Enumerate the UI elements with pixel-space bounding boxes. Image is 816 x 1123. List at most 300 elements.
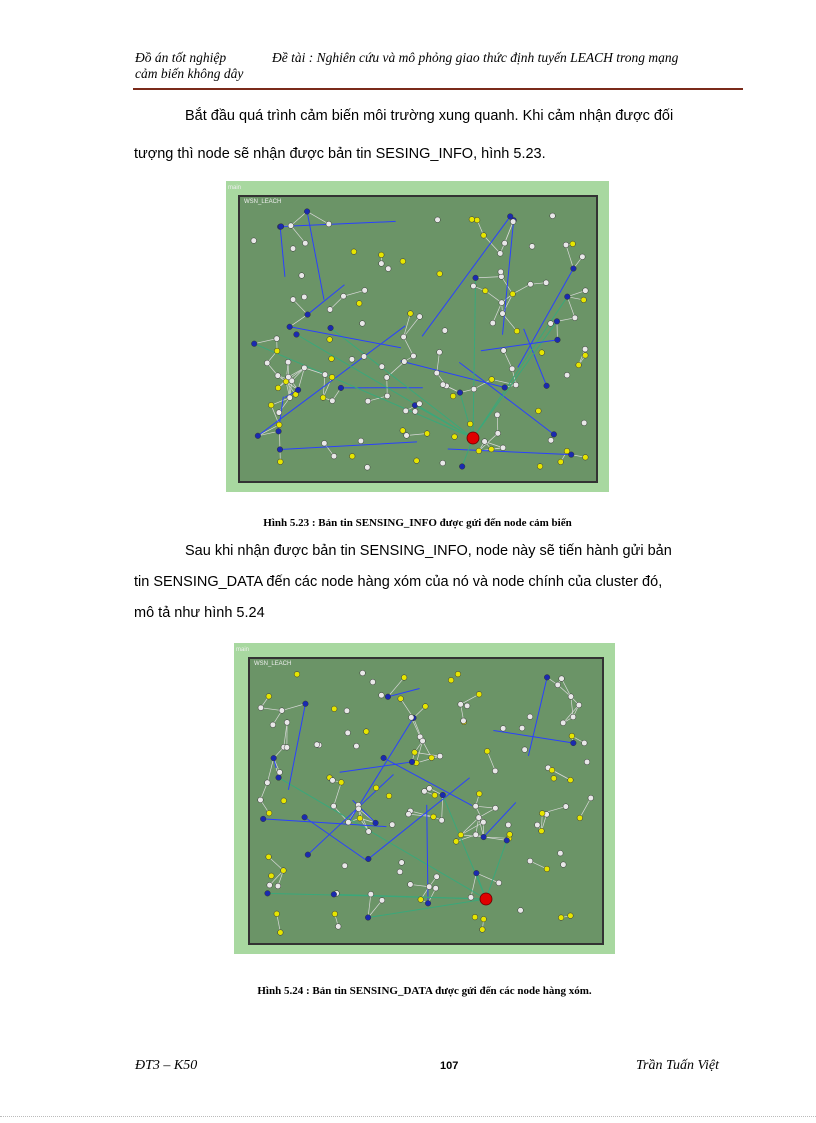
- figure-caption-5-24: Hình 5.24 : Bản tin SENSING_DATA được gửi đến các node hàng xóm.: [257, 985, 592, 997]
- sensor-node-icon: [437, 349, 443, 355]
- sensor-node-icon: [341, 293, 347, 299]
- message-link: [422, 216, 510, 336]
- sensor-node-icon: [452, 434, 458, 440]
- network-link: [291, 211, 307, 225]
- message-link: [486, 840, 507, 899]
- sensor-node-icon: [584, 759, 590, 765]
- sensor-node-icon: [569, 733, 575, 739]
- sensor-node-icon: [276, 422, 282, 428]
- message-link: [368, 778, 469, 859]
- network-link: [267, 758, 273, 783]
- sensor-node-icon: [418, 897, 424, 903]
- network-link: [580, 798, 591, 818]
- sensor-node-icon: [314, 742, 320, 748]
- sensor-node-icon: [279, 708, 285, 714]
- sensor-node-icon: [473, 275, 479, 281]
- message-link: [473, 297, 567, 438]
- network-link: [387, 362, 405, 378]
- network-link: [566, 245, 573, 269]
- sensor-node-icon: [342, 863, 348, 869]
- message-link: [384, 758, 472, 806]
- sensor-node-icon: [285, 359, 291, 365]
- message-link: [263, 819, 386, 827]
- sensor-node-icon: [327, 337, 333, 343]
- network-link: [484, 235, 501, 253]
- sensor-node-icon: [349, 453, 355, 459]
- sensor-node-icon: [435, 217, 441, 223]
- sensor-node-icon: [568, 777, 574, 783]
- sensor-node-icon: [302, 240, 308, 246]
- network-graph: [250, 659, 602, 943]
- sensor-node-icon: [258, 705, 264, 711]
- sensor-node-icon: [365, 398, 371, 404]
- sensor-node-icon: [577, 815, 583, 821]
- sensor-node-icon: [401, 675, 407, 681]
- sensor-node-icon: [571, 266, 577, 272]
- message-link: [401, 361, 505, 387]
- sensor-node-icon: [472, 914, 478, 920]
- sensor-node-icon: [362, 288, 368, 294]
- sensor-node-icon: [522, 747, 528, 753]
- sensor-node-icon: [455, 671, 461, 677]
- sensor-node-icon: [331, 803, 337, 809]
- sensor-node-icon: [281, 868, 287, 874]
- sensor-node-icon: [581, 420, 587, 426]
- sensor-node-icon: [501, 348, 507, 354]
- sensor-node-icon: [429, 755, 435, 761]
- sensor-node-icon: [490, 320, 496, 326]
- sensor-node-icon: [274, 336, 280, 342]
- message-link: [415, 405, 473, 438]
- sensor-node-icon: [572, 315, 578, 321]
- sensor-node-icon: [582, 740, 588, 746]
- sensor-node-icon: [365, 915, 371, 921]
- sensor-node-icon: [560, 720, 566, 726]
- sensor-node-icon: [379, 692, 385, 698]
- sensor-node-icon: [482, 288, 488, 294]
- sensor-node-icon: [358, 438, 364, 444]
- sensor-node-icon: [450, 393, 456, 399]
- sensor-node-icon: [373, 820, 379, 826]
- sensor-node-icon: [251, 238, 257, 244]
- sensor-node-icon: [544, 383, 550, 389]
- sensor-node-icon: [504, 838, 510, 844]
- network-link: [404, 317, 420, 337]
- sensor-node-icon: [431, 814, 437, 820]
- sensor-node-icon: [458, 702, 464, 708]
- sensor-node-icon: [303, 701, 309, 707]
- sensor-node-icon: [417, 314, 423, 320]
- sensor-node-icon: [406, 811, 412, 817]
- sensor-node-icon: [502, 385, 508, 391]
- network-link: [567, 297, 575, 318]
- sensor-node-icon: [275, 385, 281, 391]
- sensor-node-icon: [539, 811, 545, 817]
- sink-node-icon: [467, 432, 479, 444]
- sensor-node-icon: [469, 217, 475, 223]
- sensor-node-icon: [489, 377, 495, 383]
- sensor-node-icon: [500, 726, 506, 732]
- sensor-node-icon: [327, 307, 333, 313]
- sensor-node-icon: [338, 385, 344, 391]
- sensor-node-icon: [509, 366, 515, 372]
- sensor-node-icon: [277, 447, 283, 453]
- network-link: [261, 708, 282, 711]
- sensor-node-icon: [274, 348, 280, 354]
- sensor-node-icon: [440, 460, 446, 466]
- sensor-node-icon: [527, 858, 533, 864]
- sensor-node-icon: [299, 273, 305, 279]
- sensor-node-icon: [384, 375, 390, 381]
- message-link: [473, 278, 476, 438]
- sensor-node-icon: [384, 393, 390, 399]
- sensor-node-icon: [558, 850, 564, 856]
- sensor-node-icon: [302, 814, 308, 820]
- sensor-node-icon: [409, 759, 415, 765]
- sensor-node-icon: [442, 328, 448, 334]
- sensor-node-icon: [281, 798, 287, 804]
- sensor-node-icon: [564, 372, 570, 378]
- sensor-node-icon: [496, 880, 502, 886]
- sensor-node-icon: [270, 722, 276, 728]
- sensor-node-icon: [570, 241, 576, 247]
- sensor-node-icon: [464, 703, 470, 709]
- network-link: [343, 290, 364, 296]
- sensor-node-icon: [558, 915, 564, 921]
- sensor-node-icon: [302, 294, 308, 300]
- sensor-node-icon: [265, 891, 271, 897]
- sensor-node-icon: [330, 398, 336, 404]
- sensor-node-icon: [506, 822, 512, 828]
- sensor-node-icon: [287, 324, 293, 330]
- sensor-node-icon: [570, 714, 576, 720]
- sensor-node-icon: [266, 694, 272, 700]
- sensor-node-icon: [571, 740, 577, 746]
- sensor-node-icon: [502, 240, 508, 246]
- sensor-node-icon: [527, 714, 533, 720]
- sensor-node-icon: [329, 374, 335, 380]
- sensor-node-icon: [424, 431, 430, 437]
- network-link: [471, 873, 476, 897]
- sensor-node-icon: [408, 882, 414, 888]
- sensor-node-icon: [265, 780, 271, 786]
- header-rule: [133, 88, 743, 90]
- sensor-node-icon: [357, 815, 363, 821]
- network-link: [304, 368, 325, 375]
- sensor-node-icon: [379, 252, 385, 258]
- sensor-node-icon: [322, 372, 328, 378]
- sensor-node-icon: [397, 869, 403, 875]
- sensor-node-icon: [559, 676, 565, 682]
- header-left: Đồ án tốt nghiệp: [135, 50, 227, 65]
- sensor-node-icon: [473, 832, 479, 838]
- sensor-node-icon: [529, 244, 535, 250]
- sensor-node-icon: [583, 288, 589, 294]
- sensor-node-icon: [290, 297, 296, 303]
- sensor-node-icon: [278, 224, 284, 230]
- network-link: [476, 277, 502, 278]
- sensor-node-icon: [551, 775, 557, 781]
- sensor-node-icon: [399, 860, 405, 866]
- simulation-field: [248, 657, 604, 945]
- sensor-node-icon: [476, 691, 482, 697]
- sensor-node-icon: [271, 755, 277, 761]
- paragraph-2-line-1: Sau khi nhận được bản tin SENSING_INFO, node này sẽ tiến hành gửi bản: [185, 543, 672, 559]
- sensor-node-icon: [402, 359, 408, 365]
- network-link: [291, 226, 305, 244]
- sensor-node-icon: [389, 822, 395, 828]
- sensor-node-icon: [287, 395, 293, 401]
- network-link: [442, 795, 443, 820]
- message-link: [448, 449, 571, 455]
- sensor-node-icon: [373, 785, 379, 791]
- network-link: [307, 211, 329, 224]
- sensor-node-icon: [473, 803, 479, 809]
- sensor-node-icon: [576, 362, 582, 368]
- sensor-node-icon: [576, 702, 582, 708]
- sensor-node-icon: [379, 261, 385, 267]
- sensor-node-icon: [437, 753, 443, 759]
- sensor-node-icon: [386, 793, 392, 799]
- sensor-node-icon: [275, 883, 281, 889]
- sensor-node-icon: [290, 246, 296, 252]
- footer-right: Trần Tuấn Việt: [636, 1058, 719, 1073]
- sensor-node-icon: [554, 319, 560, 325]
- sensor-node-icon: [426, 884, 432, 890]
- sink-node-icon: [480, 893, 492, 905]
- network-link: [290, 315, 308, 327]
- sensor-node-icon: [493, 805, 499, 811]
- sensor-node-icon: [563, 804, 569, 810]
- sensor-node-icon: [507, 832, 513, 838]
- sensor-node-icon: [288, 223, 294, 229]
- sensor-node-icon: [332, 911, 338, 917]
- sensor-node-icon: [513, 382, 519, 388]
- sensor-node-icon: [385, 266, 391, 272]
- sensor-node-icon: [498, 269, 504, 275]
- network-link: [388, 678, 404, 697]
- sensor-node-icon: [305, 312, 311, 318]
- sensor-node-icon: [277, 769, 283, 775]
- network-link: [404, 337, 414, 356]
- sensor-node-icon: [412, 409, 418, 415]
- sensor-node-icon: [558, 459, 564, 465]
- message-link: [388, 688, 420, 696]
- sensor-node-icon: [294, 332, 300, 338]
- sensor-node-icon: [408, 715, 414, 721]
- sensor-node-icon: [580, 254, 586, 260]
- sensor-node-icon: [326, 221, 332, 227]
- paragraph-2-line-3: mô tả như hình 5.24: [134, 605, 265, 621]
- sensor-node-icon: [414, 458, 420, 464]
- sensor-node-icon: [278, 930, 284, 936]
- network-link: [404, 313, 411, 336]
- sensor-node-icon: [258, 797, 264, 803]
- sensor-node-icon: [403, 408, 409, 414]
- network-link: [368, 900, 382, 917]
- sensor-node-icon: [320, 395, 326, 401]
- sensor-node-icon: [481, 916, 487, 922]
- sensor-node-icon: [568, 694, 574, 700]
- sensor-node-icon: [564, 448, 570, 454]
- sensor-node-icon: [476, 815, 482, 821]
- sensor-node-icon: [484, 748, 490, 754]
- sensor-node-icon: [354, 743, 360, 749]
- sensor-node-icon: [370, 679, 376, 685]
- sensor-node-icon: [331, 892, 337, 898]
- sensor-node-icon: [448, 677, 454, 683]
- message-link: [290, 327, 401, 348]
- window-label: WSN_LEACH: [254, 661, 292, 667]
- sensor-node-icon: [329, 356, 335, 362]
- network-link: [368, 894, 371, 917]
- header-title-cont: cảm biến không dây: [135, 66, 244, 81]
- sensor-node-icon: [398, 696, 404, 702]
- sensor-node-icon: [366, 856, 372, 862]
- sensor-node-icon: [434, 370, 440, 376]
- sensor-node-icon: [276, 429, 282, 435]
- message-link: [280, 227, 285, 277]
- sensor-node-icon: [305, 852, 311, 858]
- paragraph-1-line-2: tượng thì node sẽ nhận được bản tin SESING_INFO, hình 5.23.: [134, 146, 546, 162]
- message-link: [308, 774, 394, 854]
- sensor-node-icon: [360, 670, 366, 676]
- window-label: WSN_LEACH: [244, 199, 282, 205]
- sensor-node-icon: [344, 708, 350, 714]
- sensor-node-icon: [514, 328, 520, 334]
- sensor-node-icon: [411, 353, 417, 359]
- sensor-node-icon: [563, 242, 569, 248]
- network-link: [282, 704, 306, 711]
- sensor-node-icon: [302, 365, 308, 371]
- sensor-node-icon: [260, 816, 266, 822]
- sensor-node-icon: [286, 374, 292, 380]
- sensor-node-icon: [368, 891, 374, 897]
- sensor-node-icon: [420, 738, 426, 744]
- network-link: [461, 694, 479, 704]
- sensor-node-icon: [328, 325, 334, 331]
- sensor-node-icon: [266, 810, 272, 816]
- paragraph-2-line-2: tin SENSING_DATA đến các node hàng xóm của nó và node chính của cluster đó,: [134, 574, 663, 590]
- sensor-node-icon: [412, 750, 418, 756]
- network-link: [407, 434, 428, 436]
- figure-corner-label: main: [228, 185, 242, 191]
- sensor-node-icon: [268, 402, 274, 408]
- sensor-node-icon: [568, 913, 574, 919]
- sensor-node-icon: [495, 431, 501, 437]
- page-bottom-border: [0, 1116, 816, 1117]
- figure-5-23: [226, 181, 609, 492]
- network-link: [563, 705, 579, 723]
- sensor-node-icon: [278, 459, 284, 465]
- sensor-node-icon: [499, 300, 505, 306]
- sensor-node-icon: [537, 464, 543, 470]
- sensor-node-icon: [548, 438, 554, 444]
- sensor-node-icon: [294, 671, 300, 677]
- sensor-node-icon: [492, 768, 498, 774]
- sensor-node-icon: [400, 259, 406, 265]
- figure-corner-label: main: [236, 647, 250, 653]
- message-link: [334, 894, 486, 899]
- sensor-node-icon: [408, 311, 414, 317]
- sensor-node-icon: [476, 791, 482, 797]
- sensor-node-icon: [459, 464, 465, 470]
- paragraph-1-line-1: Bắt đầu quá trình cảm biến môi trường xung quanh. Khi cảm nhận được đối: [185, 108, 674, 124]
- sensor-node-icon: [425, 900, 431, 906]
- sensor-node-icon: [400, 428, 406, 434]
- sensor-node-icon: [519, 725, 525, 731]
- sensor-node-icon: [295, 387, 301, 393]
- sensor-node-icon: [381, 755, 387, 761]
- message-link: [288, 704, 305, 790]
- sensor-node-icon: [345, 730, 351, 736]
- sensor-node-icon: [440, 382, 446, 388]
- sensor-node-icon: [366, 829, 372, 835]
- sensor-node-icon: [432, 792, 438, 798]
- sensor-node-icon: [543, 280, 549, 286]
- sensor-node-icon: [510, 291, 516, 297]
- sensor-node-icon: [356, 806, 362, 812]
- sensor-node-icon: [544, 675, 550, 681]
- message-link: [481, 340, 558, 351]
- sensor-node-icon: [476, 448, 482, 454]
- sensor-node-icon: [497, 251, 503, 257]
- sensor-node-icon: [471, 283, 477, 289]
- sensor-node-icon: [266, 854, 272, 860]
- sensor-node-icon: [588, 795, 594, 801]
- sensor-node-icon: [551, 432, 557, 438]
- header-title: Đề tài : Nghiên cứu và mô phỏng giao thức định tuyến LEACH trong mạng: [272, 50, 679, 65]
- sensor-node-icon: [417, 401, 423, 407]
- sensor-node-icon: [518, 908, 524, 914]
- sensor-node-icon: [269, 873, 275, 879]
- message-link: [281, 221, 396, 226]
- sensor-node-icon: [458, 832, 464, 838]
- sensor-node-icon: [468, 895, 474, 901]
- sensor-node-icon: [539, 350, 545, 356]
- sensor-node-icon: [349, 357, 355, 363]
- sensor-node-icon: [351, 249, 357, 255]
- sensor-node-icon: [561, 862, 567, 868]
- message-link: [308, 285, 345, 315]
- network-link: [293, 300, 307, 315]
- sensor-node-icon: [535, 822, 541, 828]
- sensor-node-icon: [481, 233, 487, 239]
- network-link: [487, 751, 495, 771]
- sensor-node-icon: [467, 421, 473, 427]
- sensor-node-icon: [481, 819, 487, 825]
- sensor-node-icon: [474, 217, 480, 223]
- sensor-node-icon: [275, 373, 281, 379]
- sensor-node-icon: [457, 390, 463, 396]
- sensor-node-icon: [461, 718, 467, 724]
- sensor-node-icon: [276, 410, 282, 416]
- sensor-node-icon: [583, 455, 589, 461]
- sensor-node-icon: [422, 789, 428, 795]
- sensor-node-icon: [379, 364, 385, 370]
- sensor-node-icon: [330, 778, 336, 784]
- sensor-node-icon: [539, 828, 545, 834]
- sensor-node-icon: [494, 412, 500, 418]
- sensor-node-icon: [471, 386, 477, 392]
- sensor-node-icon: [361, 354, 367, 360]
- sensor-node-icon: [434, 874, 440, 880]
- sensor-node-icon: [440, 792, 446, 798]
- sensor-node-icon: [536, 408, 542, 414]
- sensor-node-icon: [356, 301, 362, 307]
- sensor-node-icon: [360, 321, 366, 327]
- sensor-node-icon: [507, 214, 513, 220]
